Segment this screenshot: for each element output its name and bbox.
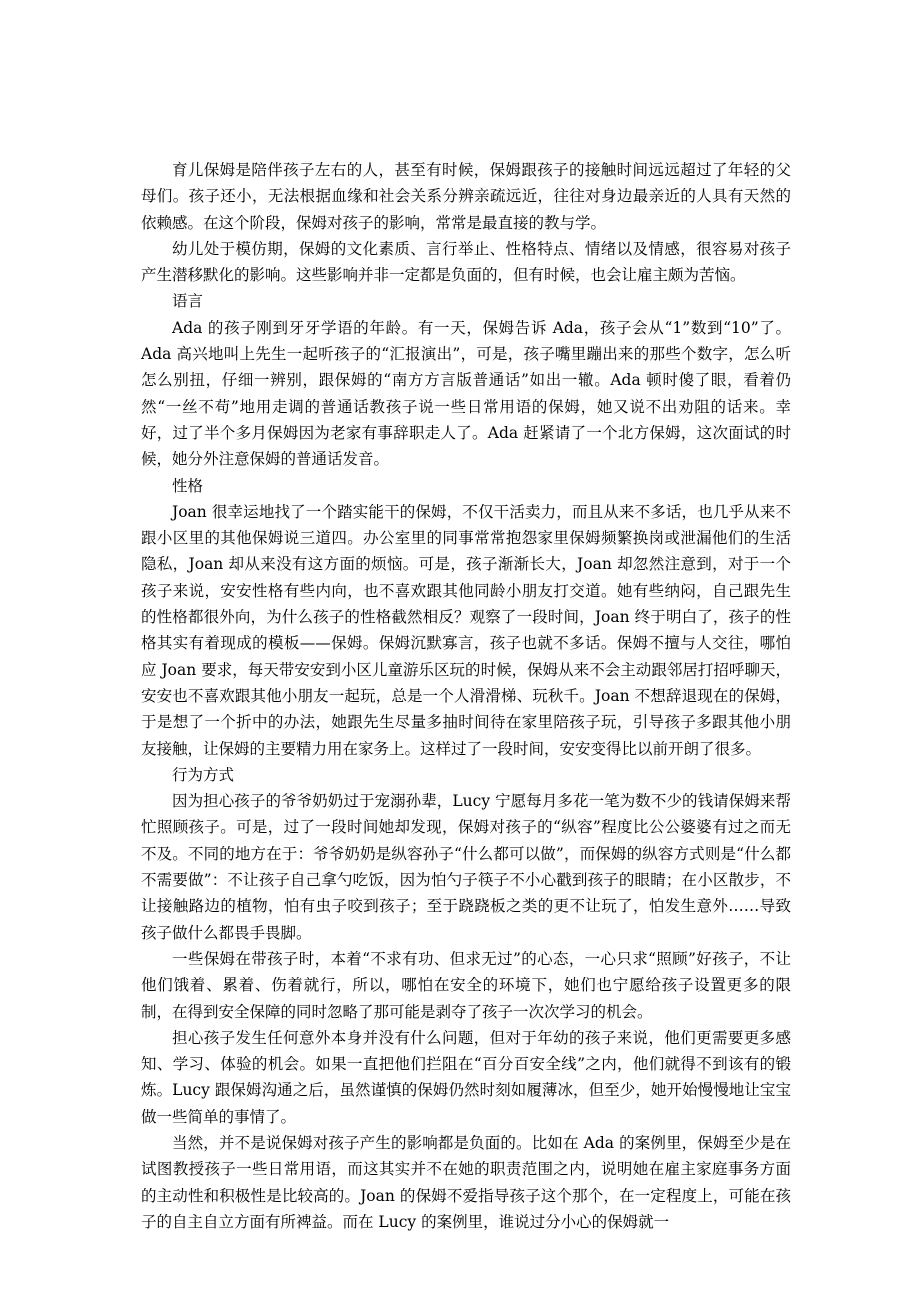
paragraph-opportunity: 担心孩子发生任何意外本身并没有什么问题，但对于年幼的孩子来说，他们更需要更多感知、学习、体验的机会。如果一直把他们拦阻在“百分百安全线”之内，他们就得不到该有的锻炼。Lucy 跟保姆沟通之后，虽然谨慎的保姆仍然时刻如履薄冰，但至少，她开始慢慢地让宝宝做一些简单的事情了。 [141, 1028, 791, 1126]
section-heading-behavior: 行为方式 [172, 765, 235, 784]
paragraph-caution: 一些保姆在带孩子时，本着“不求有功、但求无过”的心态，一心只求“照顾”好孩子，不让他们饿着、累着、伤着就行，所以，哪怕在安全的环境下，她们也宁愿给孩子设置更多的限制，在得到安全保障的同时忽略了那可能是剥夺了孩子一次次学习的机会。 [141, 949, 791, 1021]
paragraph-joan-case: Joan 很幸运地找了一个踏实能干的保姆，不仅干活卖力，而且从来不多话，也几乎从来不跟小区里的其他保姆说三道四。办公室里的同事常常抱怨家里保姆频繁换岗或泄漏他们的生活隐私，Joan 却从来没有这方面的烦恼。可是，孩子渐渐长大，Joan 却忽然注意到，对于一个孩子来说，安安性格有些内向，也不喜欢跟其他同龄小朋友打交道。她有些纳闷，自己跟先生的性格都很外向，为什么孩子的性格截然相反？观察了一段时间，Joan 终于明白了，孩子的性格其实有着现成的模板——保姆。保姆沉默寡言，孩子也就不多话。保姆不擅与人交往，哪怕应 Joan 要求，每天带安安到小区儿童游乐区玩的时候，保姆从来不会主动跟邻居打招呼聊天，安安也不喜欢跟其他小朋友一起玩，总是一个人滑滑梯、玩秋千。Joan 不想辞退现在的保姆，于是想了一个折中的办法，她跟先生尽量多抽时间待在家里陪孩子玩，引导孩子多跟其他小朋友接触，让保姆的主要精力用在家务上。这样过了一段时间，安安变得比以前开朗了很多。 [141, 502, 791, 758]
paragraph-ada-case: Ada 的孩子刚到牙牙学语的年龄。有一天，保姆告诉 Ada，孩子会从“1”数到“10”了。Ada 高兴地叫上先生一起听孩子的“汇报演出”，可是，孩子嘴里蹦出来的那些个数字，怎么听怎么别扭，仔细一辨别，跟保姆的“南方方言版普通话”如出一辙。Ada 顿时傻了眼，看着仍然“一丝不苟”地用走调的普通话教孩子说一些日常用语的保姆，她又说不出劝阻的话来。幸好，过了半个多月保姆因为老家有事辞职走人了。Ada 赶紧请了一个北方保姆，这次面试的时候，她分外注意保姆的普通话发音。 [141, 318, 791, 469]
document-body [141, 157, 791, 1235]
section-heading-language: 语言 [172, 292, 204, 311]
paragraph-intro: 育儿保姆是陪伴孩子左右的人，甚至有时候，保姆跟孩子的接触时间远远超过了年轻的父母们。孩子还小，无法根据血缘和社会关系分辨亲疏远近，往往对身边最亲近的人具有天然的依赖感。在这个阶段，保姆对孩子的影响，常常是最直接的教与学。 [141, 161, 791, 232]
paragraph-conclusion: 当然，并不是说保姆对孩子产生的影响都是负面的。比如在 Ada 的案例里，保姆至少是在试图教授孩子一些日常用语，而这其实并不在她的职责范围之内，说明她在雇主家庭事务方面的主动性和积极性是比较高的。Joan 的保姆不爱指导孩子这个那个，在一定程度上，可能在孩子的自主自立方面有所裨益。而在 Lucy 的案例里，谁说过分小心的保姆就一 [141, 1133, 791, 1231]
paragraph-lucy-case: 因为担心孩子的爷爷奶奶过于宠溺孙辈，Lucy 宁愿每月多花一笔为数不少的钱请保姆来帮忙照顾孩子。可是，过了一段时间她却发现，保姆对孩子的“纵容”程度比公公婆婆有过之而无不及。不同的地方在于：爷爷奶奶是纵容孙子“什么都可以做”，而保姆的纵容方式则是“什么都不需要做”：不让孩子自己拿勺吃饭，因为怕勺子筷子不小心戳到孩子的眼睛；在小区散步，不让接触路边的植物，怕有虫子咬到孩子；至于跷跷板之类的更不让玩了，怕发生意外……导致孩子做什么都畏手畏脚。 [141, 792, 791, 942]
paragraph-imitation: 幼儿处于模仿期，保姆的文化素质、言行举止、性格特点、情绪以及情感，很容易对孩子产生潜移默化的影响。这些影响并非一定都是负面的，但有时候，也会让雇主颇为苦恼。 [141, 239, 791, 285]
section-heading-personality: 性格 [172, 476, 204, 495]
